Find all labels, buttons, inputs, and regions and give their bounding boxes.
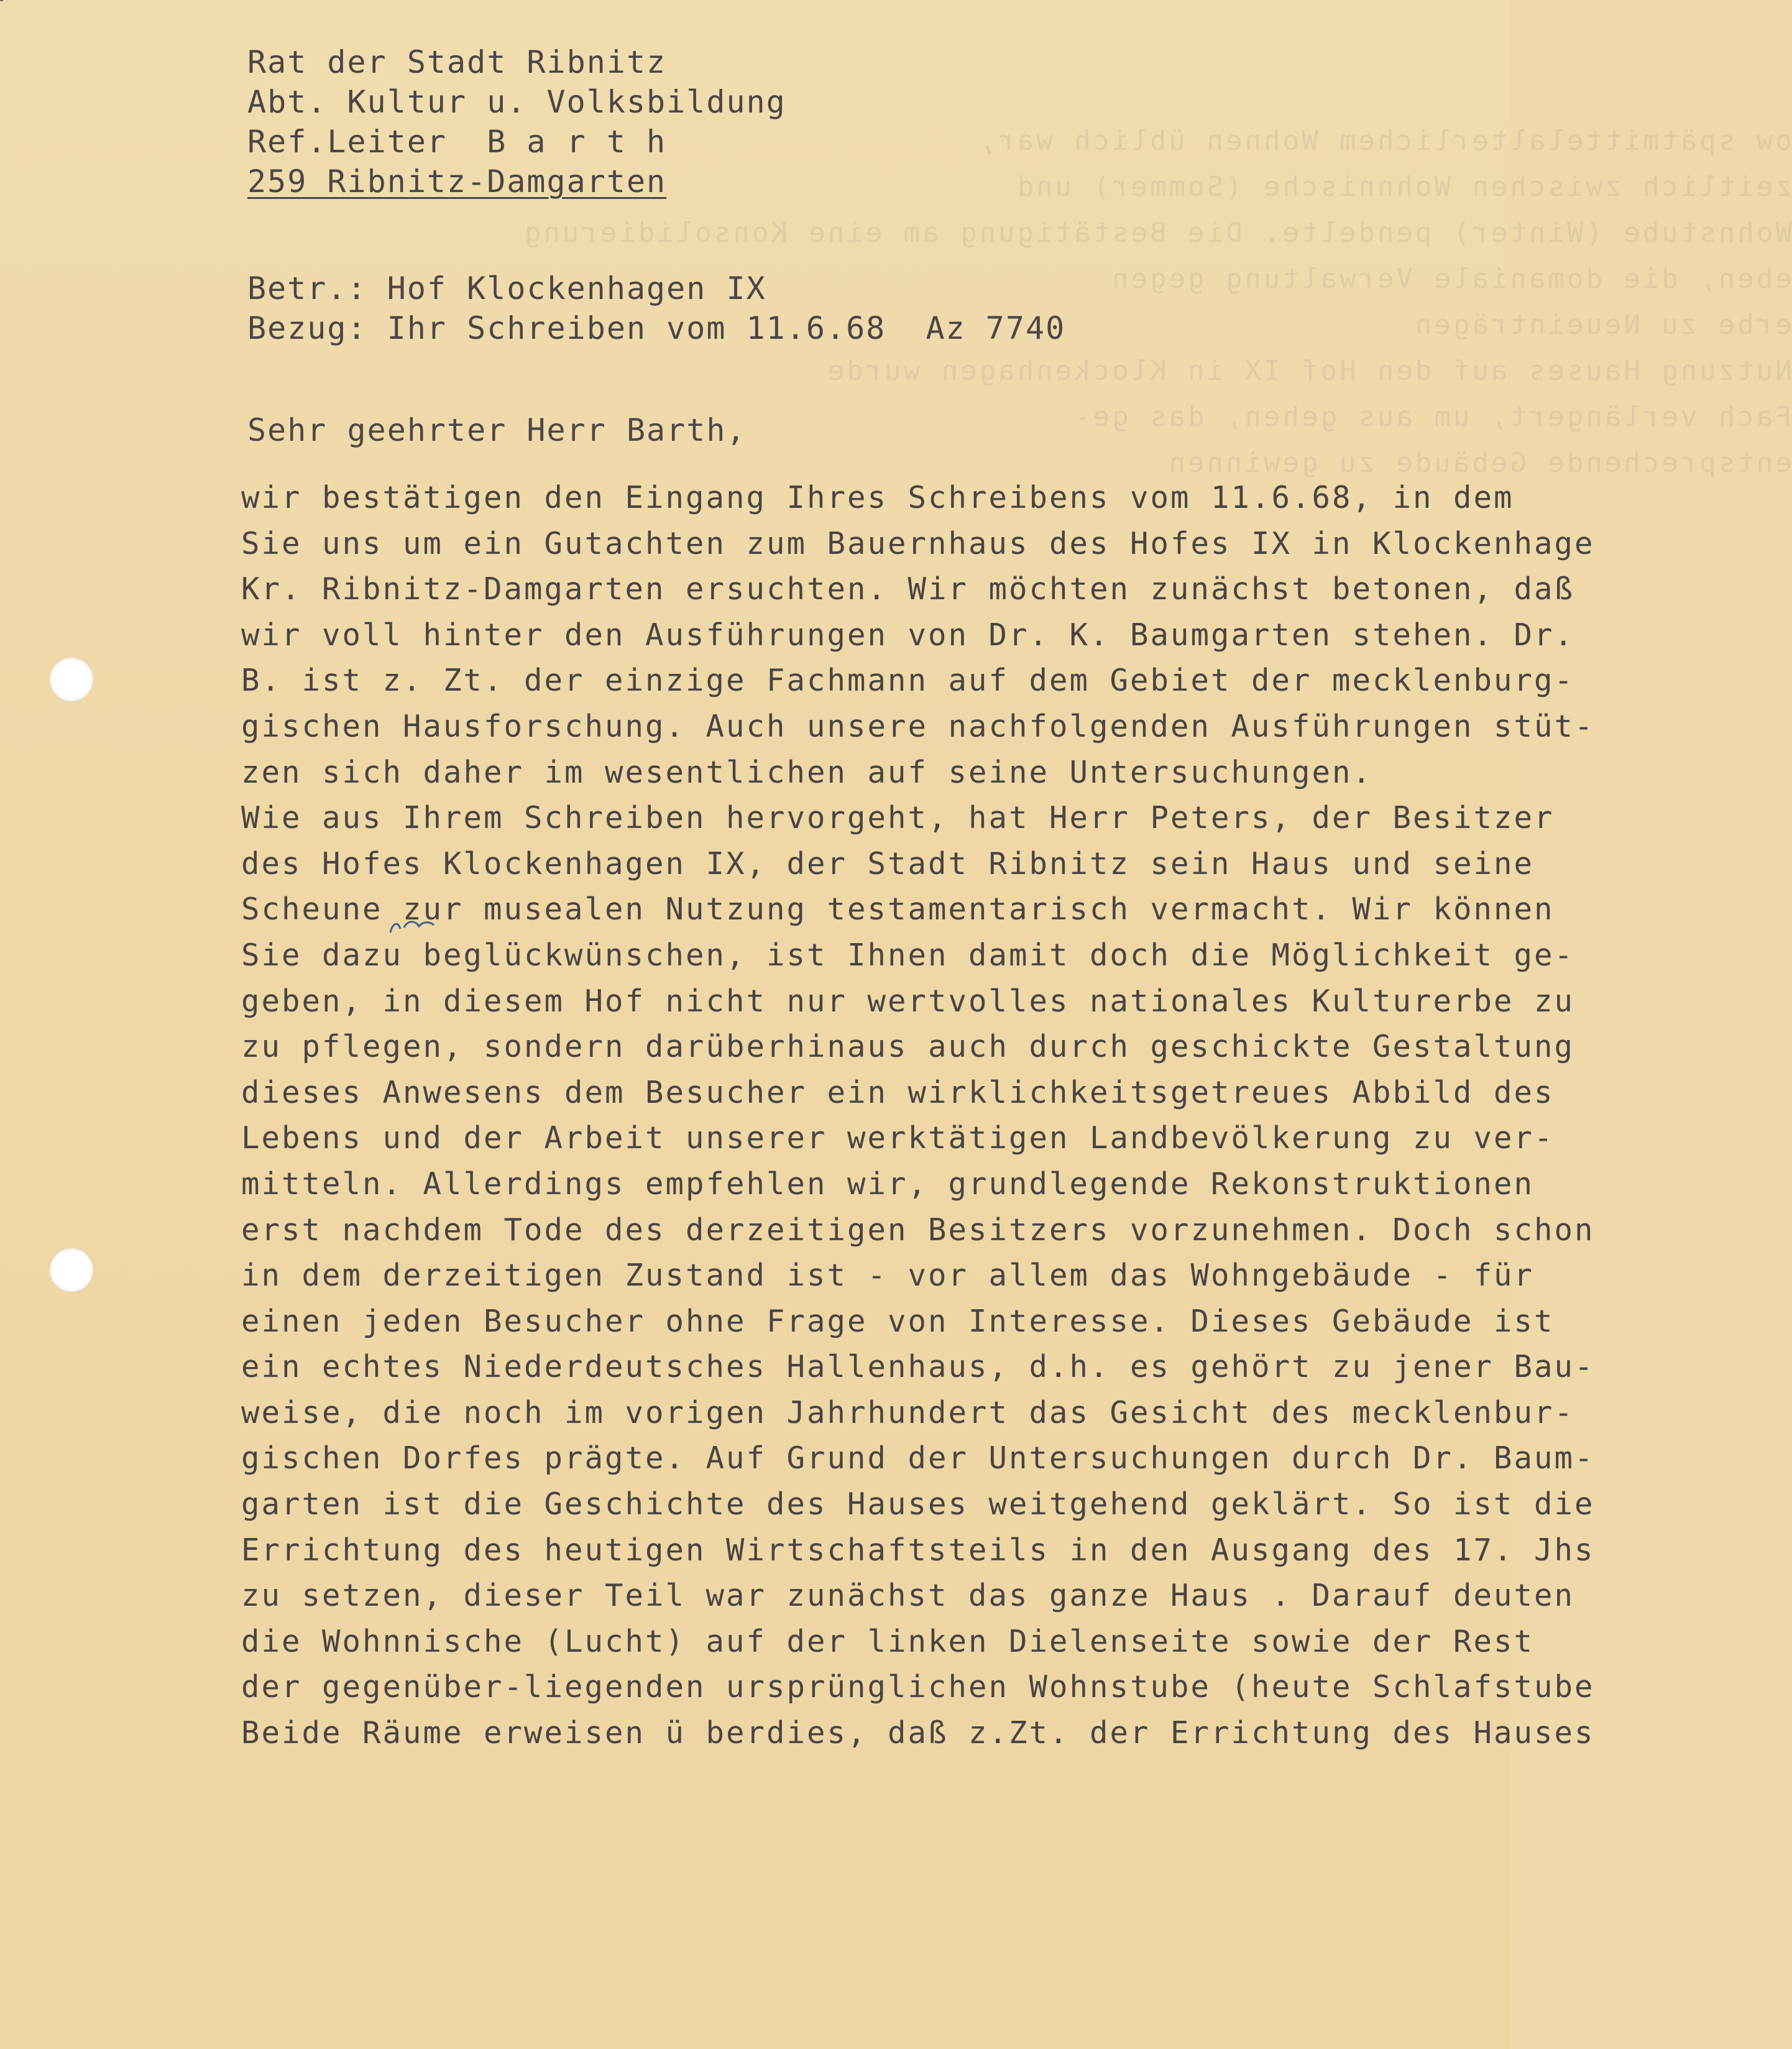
body-line: Errichtung des heutigen Wirtschaftsteils in den Ausgang des 17. Jhs (241, 1532, 1595, 1568)
subject-block (247, 269, 1065, 348)
sender-address-block (247, 42, 786, 201)
body-line: garten ist die Geschichte des Hauses weitgehend geklärt. So ist die (241, 1486, 1595, 1522)
sender-city: 259 Ribnitz-Damgarten (247, 163, 667, 200)
punch-hole-lower (50, 1248, 93, 1292)
sender-contact: Ref.Leiter B a r t h (247, 124, 667, 160)
body-line: ein echtes Niederdeutsches Hallenhaus, d.h. es gehört zu jener Bau- (241, 1349, 1595, 1385)
body-line: der gegenüber-liegenden ursprünglichen Wohnstube (heute Schlafstube (241, 1669, 1595, 1705)
body-line: geben, in diesem Hof nicht nur wertvolles nationales Kulturerbe zu (241, 983, 1575, 1019)
body-line: Beide Räume erweisen ü berdies, daß z.Zt. der Errichtung des Hauses (241, 1715, 1595, 1751)
body-line: Kr. Ribnitz-Damgarten ersuchten. Wir möchten zunächst betonen, daß (241, 571, 1575, 607)
body-line: wir voll hinter den Ausführungen von Dr. K. Baumgarten stehen. Dr. (241, 617, 1575, 653)
body-line: in dem derzeitigen Zustand ist - vor allem das Wohngebäude - für (241, 1258, 1535, 1294)
body-line: mitteln. Allerdings empfehlen wir, grundlegende Rekonstruktionen (241, 1166, 1535, 1202)
body-line: wir bestätigen den Eingang Ihres Schreibens vom 11.6.68, in dem (241, 480, 1514, 515)
reference-line: Bezug: Ihr Schreiben vom 11.6.68 Az 7740 (247, 310, 1066, 346)
body-line: gischen Dorfes prägte. Auf Grund der Untersuchungen durch Dr. Baum- (241, 1440, 1595, 1476)
body-line: gischen Hausforschung. Auch unsere nachfolgenden Ausführungen stüt- (241, 708, 1595, 744)
body-line: weise, die noch im vorigen Jahrhundert das Gesicht des mecklenbur- (241, 1394, 1575, 1430)
body-line: Scheune zur musealen Nutzung testamentarisch vermacht. Wir können (241, 891, 1555, 928)
sender-organization: Rat der Stadt Ribnitz (247, 44, 667, 80)
subject-line: Betr.: Hof Klockenhagen IX (247, 270, 766, 306)
body-line: die Wohnnische (Lucht) auf der linken Dielenseite sowie der Rest (241, 1623, 1535, 1659)
body-line: zen sich daher im wesentlichen auf seine Untersuchungen. (241, 754, 1373, 790)
show-through-text: ow spätmittelalterlichem Wohnen üblich war, zeitlich zwischen Wohnnische (Sommer) und Wohnstube (Winter) pendelte. Die Bestätigung am eine Konsolidierung eben, die domaniale Verwaltung gegen erbe zu Neueinträgen Nutzung Hauses auf den Hof IX in Klockenhagen wurde Fach verlängert, um aus gehen, das ge- entsprechende Gebäude zu gewinnen (522, 125, 1792, 479)
salutation: Sehr geehrter Herr Barth, (247, 412, 747, 448)
sender-department: Abt. Kultur u. Volksbildung (247, 84, 786, 120)
letter-body (241, 475, 1595, 1756)
body-line: erst nachdem Tode des derzeitigen Besitzers vorzunehmen. Doch schon (241, 1212, 1595, 1248)
body-line: zu pflegen, sondern darüberhinaus auch durch geschickte Gestaltung (241, 1029, 1575, 1065)
punch-hole-upper (50, 658, 93, 701)
body-line: Lebens und der Arbeit unserer werktätigen Landbevölkerung zu ver- (241, 1120, 1555, 1156)
body-line: zu setzen, dieser Teil war zunächst das ganze Haus . Darauf deuten (241, 1578, 1575, 1614)
body-line: des Hofes Klockenhagen IX, der Stadt Ribnitz sein Haus und seine (241, 845, 1535, 882)
body-line: einen jeden Besucher ohne Frage von Interesse. Dieses Gebäude ist (241, 1303, 1555, 1339)
body-line: dieses Anwesens dem Besucher ein wirklichkeitsgetreues Abbild des (241, 1074, 1555, 1110)
body-line: B. ist z. Zt. der einzige Fachmann auf dem Gebiet der mecklenburg- (241, 663, 1575, 699)
body-line: Sie uns um ein Gutachten zum Bauernhaus des Hofes IX in Klockenhage (241, 525, 1595, 561)
handwritten-insertion-mark (387, 916, 436, 935)
body-line: Sie dazu beglückwünschen, ist Ihnen damit doch die Möglichkeit ge- (241, 937, 1575, 973)
body-line: Wie aus Ihrem Schreiben hervorgeht, hat Herr Peters, der Besitzer (241, 800, 1555, 836)
